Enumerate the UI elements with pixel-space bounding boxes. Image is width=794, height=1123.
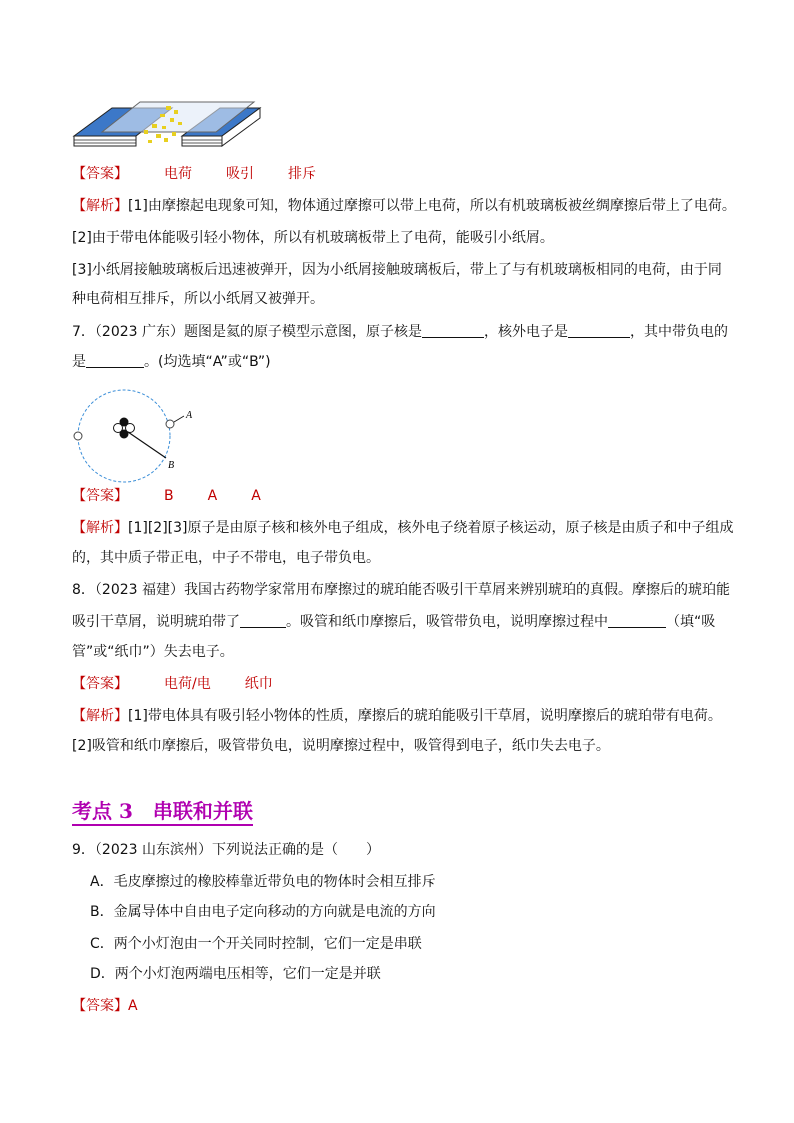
explanation-tag: 【解析】: [72, 708, 128, 724]
q8-stem-text-b: 吸引干草屑，说明琥珀带了: [72, 614, 240, 630]
q9-option-b: B．金属导体中自由电子定向移动的方向就是电流的方向: [90, 904, 436, 920]
q8-explanation-line-1: [72, 706, 722, 726]
q9-option-a: A．毛皮摩擦过的橡胶棒靠近带负电的物体时会相互排斥: [90, 874, 436, 890]
q8-explanation-line-2: [2]吸管和纸巾摩擦后，吸管带负电，说明摩擦过程中，吸管得到电子，纸巾失去电子。: [72, 738, 610, 754]
q6-answer-line: [72, 164, 316, 184]
q6-explanation-text-1: [1]由摩擦起电现象可知，物体通过摩擦可以带上电荷，所以有机玻璃板被丝绸摩擦后带上了电荷。: [128, 198, 736, 214]
q8-blank-2[interactable]: [608, 613, 666, 628]
q9-option-d: D．两个小灯泡两端电压相等，它们一定是并联: [90, 966, 381, 982]
label-a: A: [186, 410, 193, 421]
q6-answer-2: 吸引: [226, 166, 254, 182]
q9-option-c: C．两个小灯泡由一个开关同时控制，它们一定是串联: [90, 936, 422, 952]
answer-tag: 【答案】: [72, 166, 128, 182]
helium-atom-diagram: [72, 384, 202, 484]
q9-answer-line: [72, 996, 138, 1016]
q6-answer-1: 电荷: [164, 166, 192, 182]
q7-stem-text-b: ，核外电子是: [484, 324, 568, 340]
q8-stem-line-2: [72, 612, 715, 632]
explanation-tag: 【解析】: [72, 520, 128, 536]
section-title: 考点 3 串联和并联: [72, 798, 253, 826]
q8-stem-line-1: 8．（2023 福建）我国古药物学家常用布摩擦过的琥珀能否吸引干草屑来辨别琥珀的真假。摩擦后的琥珀能: [72, 582, 730, 598]
q8-stem-line-3: 管”或“纸巾”）失去电子。: [72, 644, 234, 660]
q7-stem-text-c: ，其中带负电的: [630, 324, 728, 340]
q6-explanation-line-1: [72, 196, 736, 216]
answer-tag: 【答案】: [72, 998, 128, 1014]
q7-blank-1[interactable]: [422, 323, 484, 338]
answer-tag: 【答案】: [72, 488, 128, 504]
q8-answer-1: 电荷/电: [164, 676, 211, 692]
q6-explanation-line-2: [2]由于带电体能吸引轻小物体，所以有机玻璃板带上了电荷，能吸引小纸屑。: [72, 230, 554, 246]
q7-stem-line-2: [72, 352, 271, 372]
q6-explanation-line-4: 种电荷相互排斥，所以小纸屑又被弹开。: [72, 291, 324, 307]
q8-answer-line: [72, 674, 273, 694]
explanation-tag: 【解析】: [72, 198, 128, 214]
q7-explanation-line-2: 的，其中质子带正电，中子不带电，电子带负电。: [72, 550, 380, 566]
q7-blank-2[interactable]: [568, 323, 630, 338]
q6-answer-3: 排斥: [288, 166, 316, 182]
q7-stem-line-1: [72, 322, 728, 342]
q7-stem-text-e: 。(均选填“A”或“B”): [144, 354, 271, 370]
q7-stem-text-d: 是: [72, 354, 86, 370]
q8-stem-text-d: （填“吸: [666, 614, 716, 630]
q7-answer-1: B: [164, 488, 174, 504]
label-b: B: [168, 460, 175, 471]
q7-stem-text-a: 7．（2023 广东）题图是氦的原子模型示意图，原子核是: [72, 324, 422, 340]
q7-explanation-line-1: [72, 518, 734, 538]
q6-explanation-line-3: [3]小纸屑接触玻璃板后迅速被弹开，因为小纸屑接触玻璃板后，带上了与有机玻璃板相同的电荷，由于同: [72, 262, 722, 278]
q7-answer-line: [72, 486, 261, 506]
answer-tag: 【答案】: [72, 676, 128, 692]
q8-explanation-text-1: [1]带电体具有吸引轻小物体的性质，摩擦后的琥珀能吸引干草屑，说明摩擦后的琥珀带有电荷。: [128, 708, 722, 724]
q9-answer: A: [128, 998, 138, 1014]
q8-blank-1[interactable]: [240, 613, 286, 628]
q7-blank-3[interactable]: [86, 353, 144, 368]
q8-stem-text-c: 。吸管和纸巾摩擦后，吸管带负电，说明摩擦过程中: [286, 614, 608, 630]
q7-explanation-text-1: [1][2][3]原子是由原子核和核外电子组成，核外电子绕着原子核运动，原子核是由质子和中子组成: [128, 520, 734, 536]
q9-stem: 9．（2023 山东滨州）下列说法正确的是（ ）: [72, 842, 380, 858]
glass-plate-figure: [72, 96, 262, 152]
q7-answer-3: A: [251, 488, 261, 504]
q8-answer-2: 纸巾: [244, 676, 273, 692]
q7-answer-2: A: [207, 488, 218, 504]
